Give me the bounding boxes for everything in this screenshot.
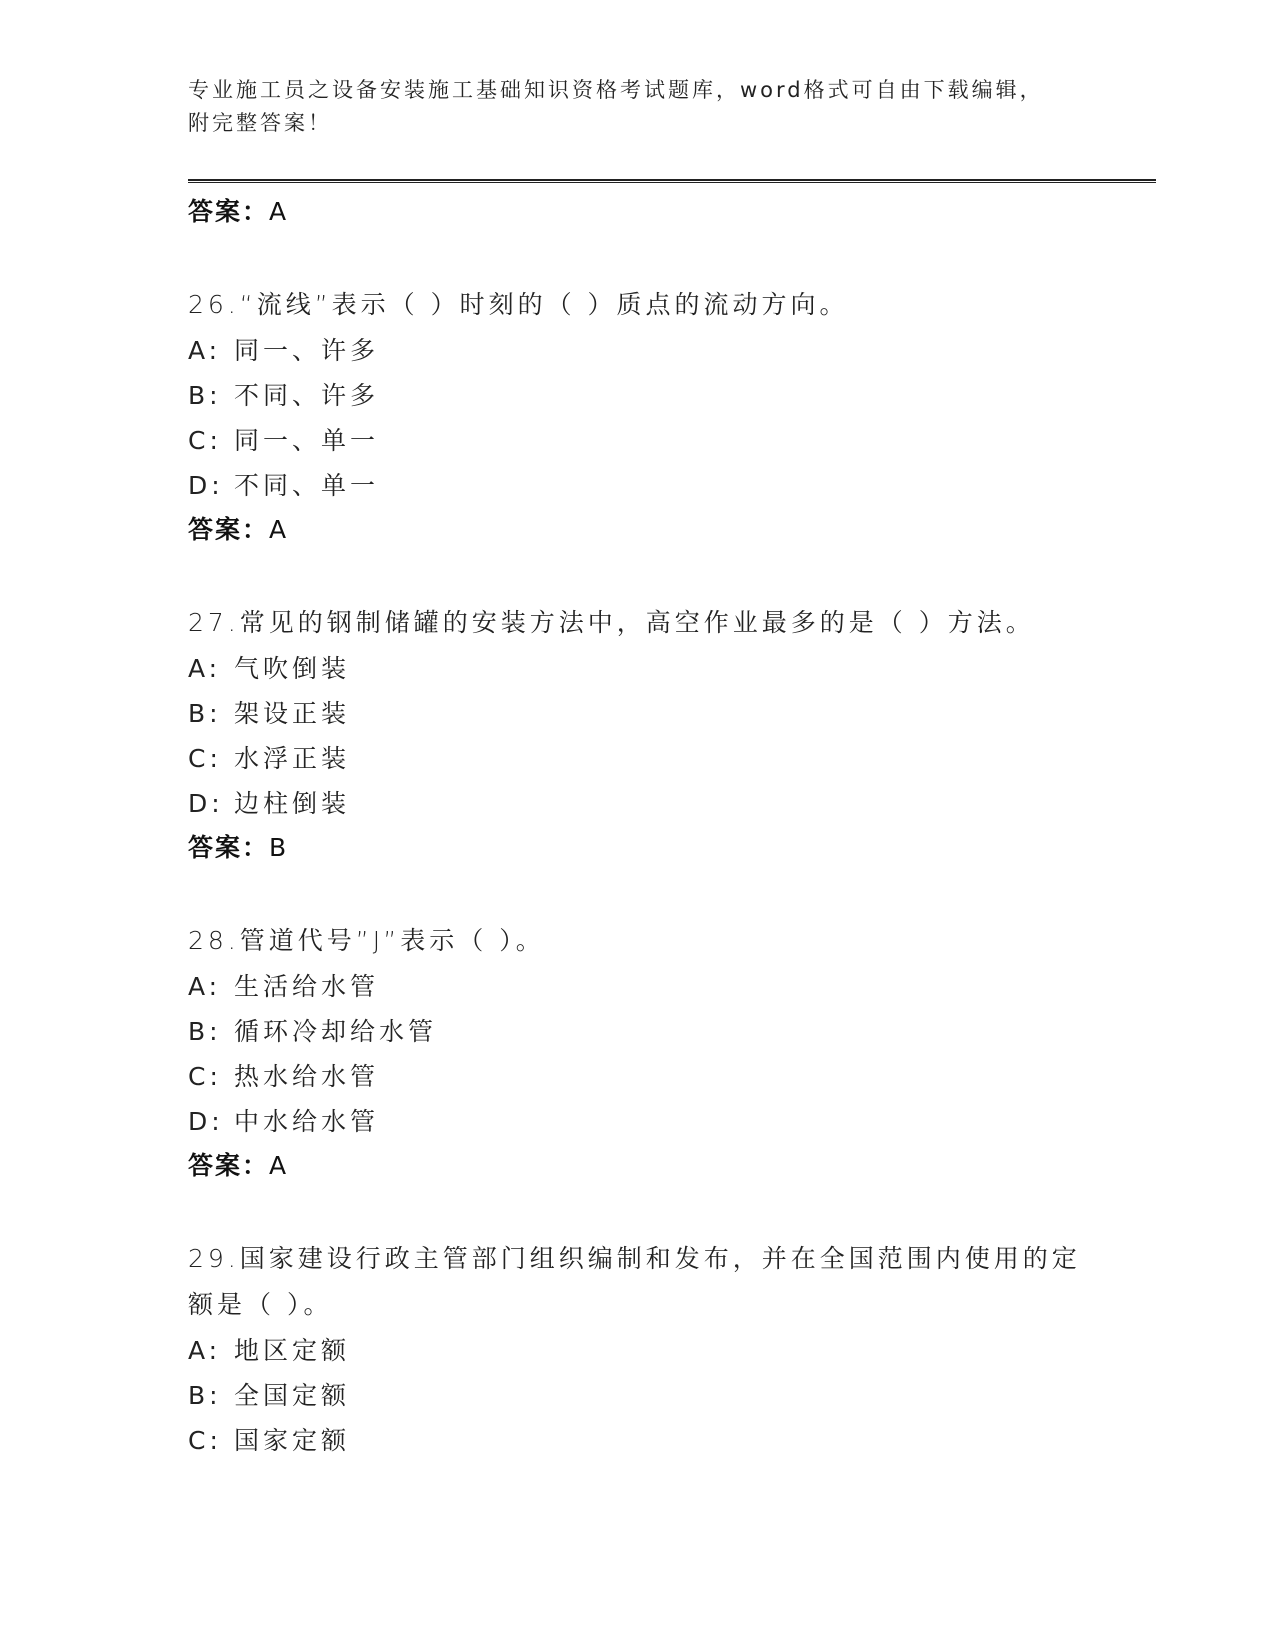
question-27 bbox=[188, 600, 1088, 870]
option-text: 生活给水管 bbox=[234, 972, 380, 1001]
option-letter: C: bbox=[188, 1062, 222, 1091]
option-letter: A: bbox=[188, 336, 222, 365]
option-text: 同一、许多 bbox=[234, 336, 380, 365]
option-d bbox=[188, 1099, 1088, 1144]
option-letter: C: bbox=[188, 744, 222, 773]
option-letter: A: bbox=[188, 972, 222, 1001]
answer-line bbox=[188, 826, 1088, 870]
option-letter: B: bbox=[188, 1017, 222, 1046]
option-a bbox=[188, 328, 1088, 373]
option-text: 气吹倒装 bbox=[234, 654, 351, 683]
option-text: 地区定额 bbox=[234, 1336, 351, 1365]
option-letter: C: bbox=[188, 1426, 222, 1455]
answer-value: A bbox=[269, 515, 289, 544]
option-letter: A: bbox=[188, 1336, 222, 1365]
option-c bbox=[188, 736, 1088, 781]
option-letter: B: bbox=[188, 381, 222, 410]
question-stem: 28.管道代号”J”表示（ ）。 bbox=[188, 926, 545, 955]
option-a bbox=[188, 646, 1088, 691]
option-b bbox=[188, 691, 1088, 736]
answer-line bbox=[188, 1144, 1088, 1188]
option-text: 国家定额 bbox=[234, 1426, 351, 1455]
answer-label: 答案： bbox=[188, 515, 270, 544]
option-c bbox=[188, 418, 1088, 463]
answer-line bbox=[188, 190, 1088, 234]
option-text: 全国定额 bbox=[234, 1381, 351, 1410]
option-text: 边柱倒装 bbox=[234, 789, 351, 818]
option-c bbox=[188, 1418, 1088, 1463]
option-text: 循环冷却给水管 bbox=[234, 1017, 438, 1046]
option-letter: A: bbox=[188, 654, 222, 683]
answer-value: B bbox=[269, 833, 289, 862]
option-letter: D: bbox=[188, 471, 224, 500]
option-letter: C: bbox=[188, 426, 222, 455]
option-b bbox=[188, 1009, 1088, 1054]
header-line-2: 附完整答案！ bbox=[188, 111, 332, 135]
option-b bbox=[188, 373, 1088, 418]
answer-label: 答案： bbox=[188, 833, 270, 862]
answer-label: 答案： bbox=[188, 197, 270, 226]
option-text: 同一、单一 bbox=[234, 426, 380, 455]
question-stem: 27.常见的钢制储罐的安装方法中，高空作业最多的是（ ）方法。 bbox=[188, 608, 1035, 637]
option-letter: B: bbox=[188, 1381, 222, 1410]
question-28 bbox=[188, 918, 1088, 1188]
question-29 bbox=[188, 1236, 1088, 1463]
option-d bbox=[188, 781, 1088, 826]
option-text: 热水给水管 bbox=[234, 1062, 380, 1091]
question-stem: 29.国家建设行政主管部门组织编制和发布，并在全国范围内使用的定额是（ ）。 bbox=[188, 1244, 1081, 1319]
question-26 bbox=[188, 282, 1088, 552]
page-header bbox=[188, 74, 1088, 140]
option-letter: D: bbox=[188, 789, 224, 818]
answer-value: A bbox=[269, 1151, 289, 1180]
option-text: 水浮正装 bbox=[234, 744, 351, 773]
option-a bbox=[188, 964, 1088, 1009]
option-c bbox=[188, 1054, 1088, 1099]
option-letter: D: bbox=[188, 1107, 224, 1136]
header-rule bbox=[188, 179, 1156, 183]
option-text: 不同、许多 bbox=[234, 381, 380, 410]
option-text: 架设正装 bbox=[234, 699, 351, 728]
answer-label: 答案： bbox=[188, 1151, 270, 1180]
question-stem: 26.“流线”表示（ ）时刻的（ ）质点的流动方向。 bbox=[188, 290, 849, 319]
option-d bbox=[188, 463, 1088, 508]
option-text: 中水给水管 bbox=[234, 1107, 380, 1136]
header-line-1: 专业施工员之设备安装施工基础知识资格考试题库，word格式可自由下载编辑， bbox=[188, 78, 1044, 102]
option-text: 不同、单一 bbox=[234, 471, 380, 500]
question-list bbox=[188, 190, 1088, 1463]
answer-value: A bbox=[269, 197, 289, 226]
answer-line bbox=[188, 508, 1088, 552]
option-a bbox=[188, 1328, 1088, 1373]
option-b bbox=[188, 1373, 1088, 1418]
option-letter: B: bbox=[188, 699, 222, 728]
